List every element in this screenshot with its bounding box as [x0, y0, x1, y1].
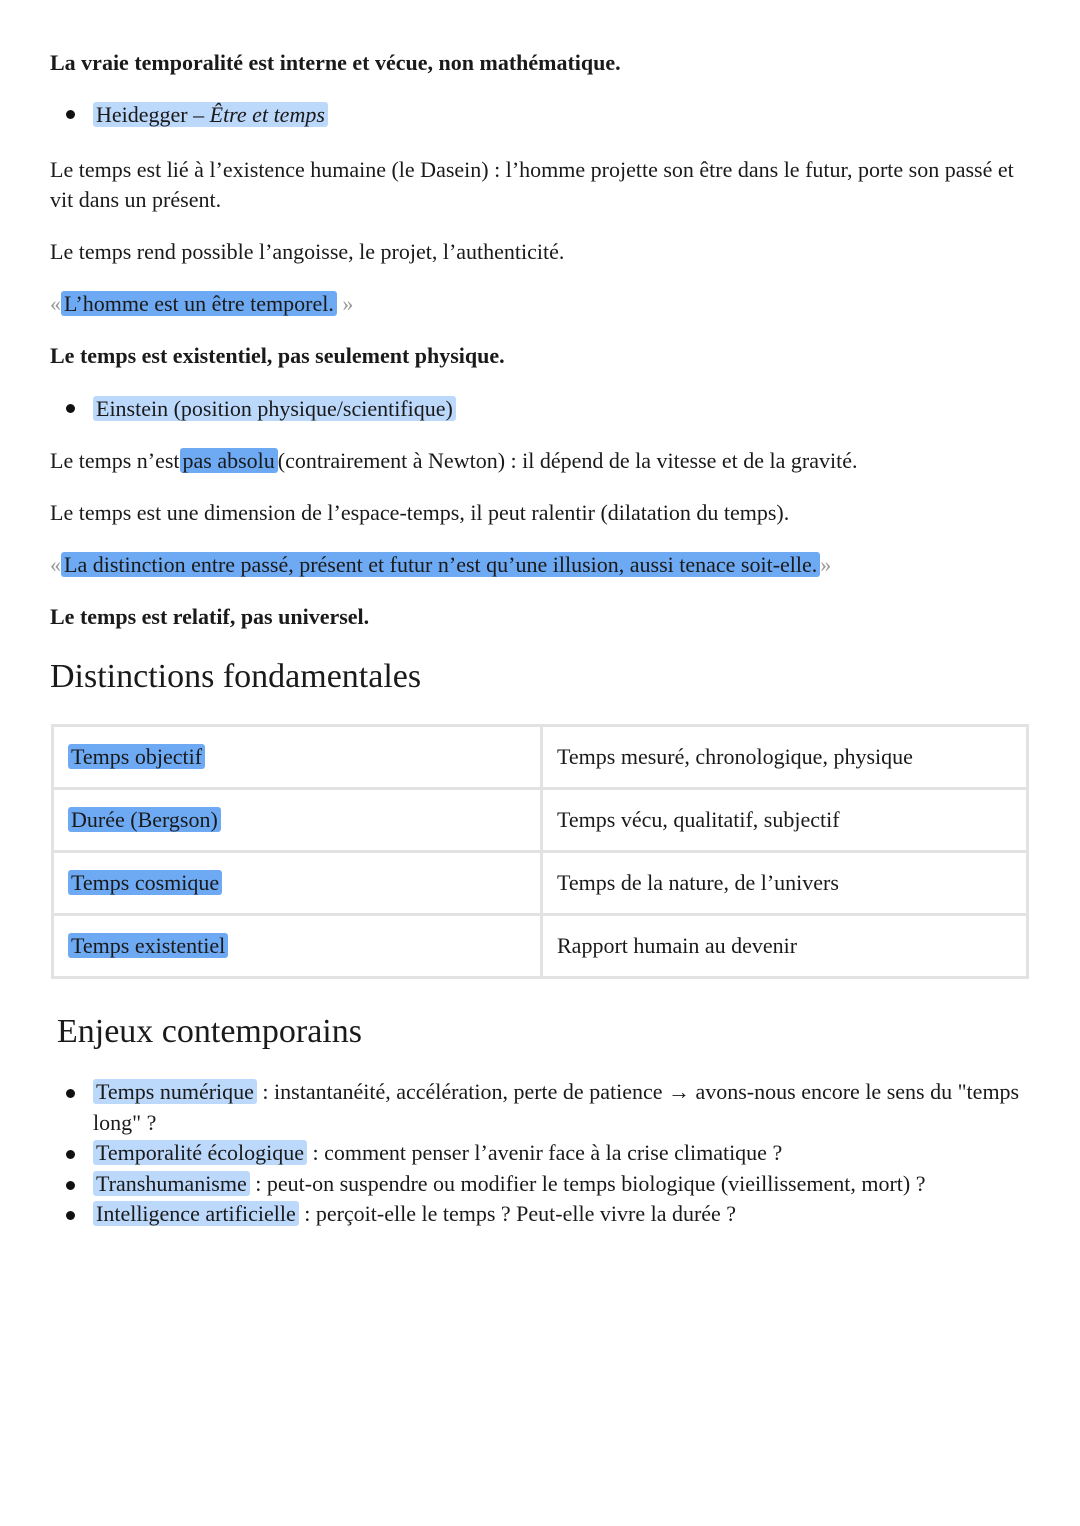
bullet-einstein: Einstein (position physique/scientifique): [66, 394, 456, 424]
definition-cell: Rapport humain au devenir: [542, 915, 1028, 978]
bullet-heidegger: [66, 100, 328, 130]
heidegger-name: Heidegger –: [96, 102, 210, 127]
list-item: Temporalité écologique : comment penser l’avenir face à la crise climatique ?: [66, 1138, 1026, 1169]
paragraph-relative: Le temps est relatif, pas universel.: [50, 604, 370, 629]
paragraph-angoisse: Le temps rend possible l’angoisse, le projet, l’authenticité.: [50, 239, 565, 264]
paragraph-existential: Le temps est existentiel, pas seulement physique.: [50, 343, 505, 368]
term-cell: Temps existentiel: [53, 915, 542, 978]
list-item: Temps numérique : instantanéité, accélération, perte de patience → avons-nous encore le sens du "temps long" ?: [66, 1077, 1026, 1138]
quote-text: L’homme est un être temporel.: [61, 291, 337, 316]
heading-enjeux: Enjeux contemporains: [57, 1013, 362, 1050]
table-row: [53, 852, 1028, 915]
paragraph-dasein: Le temps est lié à l’existence humaine (le Dasein) : l’homme projette son être dans le futur, porte son passé et vit dans un présent.: [50, 157, 1014, 212]
quote-text: La distinction entre passé, présent et futur n’est qu’une illusion, aussi tenace soit-elle.: [61, 552, 820, 577]
bullet-icon: [66, 404, 75, 413]
quote-heidegger: « L’homme est un être temporel. »: [50, 291, 354, 316]
quote-einstein: « La distinction entre passé, présent et futur n’est qu’une illusion, aussi tenace soit-elle. »: [50, 552, 832, 577]
table-row: [53, 726, 1028, 789]
list-item: Intelligence artificielle : perçoit-elle le temps ? Peut-elle vivre la durée ?: [66, 1199, 1026, 1230]
table-row: [53, 915, 1028, 978]
term-cell: Temps objectif: [53, 726, 542, 789]
definition-cell: Temps mesuré, chronologique, physique: [542, 726, 1028, 789]
term-cell: Durée (Bergson): [53, 789, 542, 852]
paragraph-internal-time: La vraie temporalité est interne et vécue, non mathématique.: [50, 50, 621, 75]
list-item: Transhumanisme : peut-on suspendre ou modifier le temps biologique (vieillissement, mort) ?: [66, 1169, 1026, 1200]
issues-list: [66, 1077, 1026, 1230]
heading-distinctions: Distinctions fondamentales: [50, 658, 422, 695]
distinctions-table: [51, 724, 1029, 979]
definition-cell: Temps de la nature, de l’univers: [542, 852, 1028, 915]
paragraph-spacetime: Le temps est une dimension de l’espace-temps, il peut ralentir (dilatation du temps).: [50, 500, 790, 525]
table-row: [53, 789, 1028, 852]
bullet-icon: [66, 110, 75, 119]
definition-cell: Temps vécu, qualitatif, subjectif: [542, 789, 1028, 852]
heidegger-work: Être et temps: [209, 102, 325, 127]
term-cell: Temps cosmique: [53, 852, 542, 915]
paragraph-not-absolute: Le temps n’est pas absolu (contrairement à Newton) : il dépend de la vitesse et de la gravité.: [50, 448, 858, 473]
